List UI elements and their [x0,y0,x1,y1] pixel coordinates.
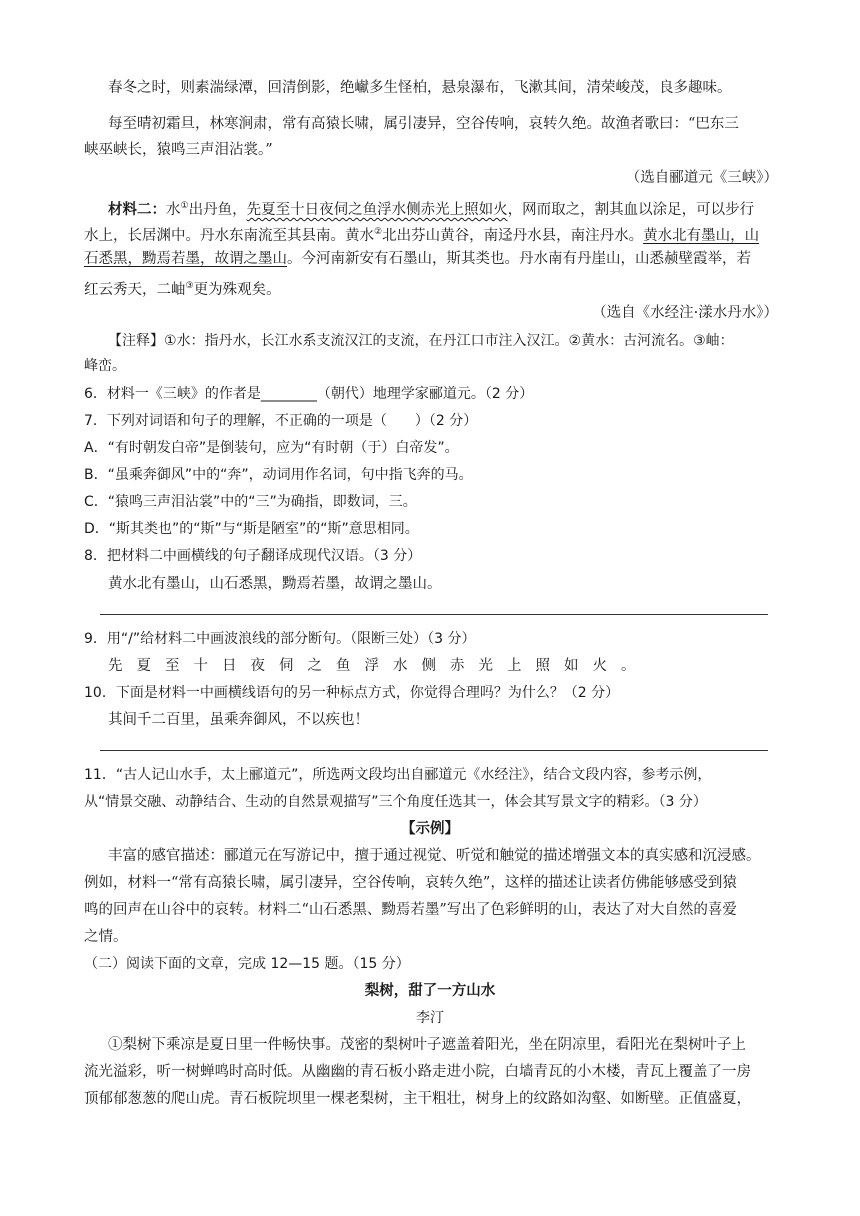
annotation-line-1: 【注释】①水：指丹水，长江水系支流汉江的支流，在丹江口市注入汉江。②黄水：古河流名。③岫： [108,333,734,349]
question-9-stem: 9．用“/”给材料二中画波浪线的部分断句。（限断三处）（3 分） [84,631,476,647]
answer-line-q8 [100,614,768,615]
material1-source: （选自郦道元《三峡》） [625,170,778,186]
material1-autumn-line-1: 每至晴初霜旦，林寒涧肃，常有高猿长啸，属引凄异，空谷传响，哀转久绝。故渔者歌曰：“巴东三 [108,116,739,132]
article-paragraph-1-line-1: ①梨树下乘凉是夏日里一件畅快事。茂密的梨树叶子遮盖着阳光，坐在阴凉里，看阳光在梨树叶子上 [108,1037,746,1053]
question-7-stem: 7．下列对词语和句子的理解，不正确的一项是（ ）（2 分） [84,413,478,429]
material2-label: 材料二： [108,201,166,218]
material2-line-4 [84,276,281,300]
question-8-sentence: 黄水北有墨山，山石悉黑，黝焉若墨，故谓之墨山。 [108,576,442,592]
footnote-mark-2: ② [374,227,383,237]
material2-text: ，网而取之，割其血以涂足，可以步行 [507,201,755,218]
material1-autumn-line-2: 峡巫峡长，猿鸣三声泪沾裳。” [84,142,273,158]
question-7-option-d: D．“斯其类也”的“斯”与“斯是陋室”的“斯”意思相同。 [84,521,419,537]
example-line-4: 之情。 [84,929,128,945]
question-10-stem: 10．下面是材料一中画横线语句的另一种标点方式，你觉得合理吗？为什么？（2 分） [84,685,620,701]
example-heading: 【示例】 [401,821,459,837]
article-author: 李汀 [416,1010,444,1026]
question-6: 6．材料一《三峡》的作者是________（朝代）地理学家郦道元。（2 分） [84,386,534,402]
material1-winter-paragraph: 春冬之时，则素湍绿潭，回清倒影，绝𪩘多生怪柏，悬泉瀑布，飞漱其间，清荣峻茂，良多趣味。 [108,80,732,96]
material2-text: 北出芬山黄谷，南迳丹水县，南注丹水。 [382,227,644,244]
material2-text: 水上，长居渊中。丹水东南流至其县南。黄水 [84,227,374,244]
article-title: 梨树，甜了一方山水 [364,983,496,999]
question-7-option-a: A．“有时朝发白帝”是倒装句，应为“有时朝（于）白帝发”。 [84,440,459,456]
article-paragraph-1-line-3: 顶郁郁葱葱的爬山虎。青石板院坝里一棵老梨树，主干粗壮，树身上的纹路如沟壑、如断壁。正值盛夏， [84,1091,751,1107]
material2-text: 更为殊观矣。 [193,281,281,298]
material2-text: 出丹鱼， [188,201,247,218]
underlined-sentence-part-2: 石悉黑，黝焉若墨，故谓之墨山 [84,251,287,267]
annotation-line-2: 峰峦。 [84,358,126,374]
underlined-sentence-part-1: 黄水北有墨山，山 [643,227,760,244]
question-7-option-c: C．“猿鸣三声泪沾裳”中的“三”为确指，即数词，三。 [84,494,417,510]
question-9-sentence: 先夏至十日夜伺之鱼浮水侧赤光上照如火。 [108,658,650,674]
question-11-line-1: 11．“古人记山水手，太上郦道元”，所选两文段均出自郦道元《水经注》，结合文段内容，参考示例， [84,767,712,783]
wavy-underlined-sentence: 先夏至十日夜伺之鱼浮水侧赤光上照如火 [246,201,508,218]
footnote-mark-1: ① [180,201,189,211]
example-line-2: 例如，材料一“常有高猿长啸，属引凄异，空谷传响，哀转久绝”，这样的描述让读者仿佛能够感受到猿 [84,875,737,891]
question-7-option-b: B．“虽乘奔御风”中的“奔”，动词用作名词，句中指飞奔的马。 [84,467,473,483]
material2-line-3 [84,249,751,269]
question-8-stem: 8．把材料二中画横线的句子翻译成现代汉语。（3 分） [84,548,422,564]
article-paragraph-1-line-2: 流光溢彩，听一树蝉鸣时高时低。从幽幽的青石板小路走进小院，白墙青瓦的小木楼，青瓦上覆盖了一房 [84,1064,751,1080]
material2-text: 。今河南新安有石墨山，斯其类也。丹水南有丹崖山，山悉赪壁霞举，若 [287,251,751,267]
answer-line-q10 [100,750,768,751]
material2-line-1 [108,196,754,220]
material2-text: 红云秀天，二岫 [84,281,186,298]
example-line-3: 鸣的回声在山谷中的哀转。材料二“山石悉黑、黝焉若墨”写出了色彩鲜明的山，表达了对大自然的喜爱 [84,902,737,918]
question-10-sentence: 其间千二百里，虽乘奔御风，不以疾也！ [108,712,369,728]
section-2-heading: （二）阅读下面的文章，完成 12—15 题。（15 分） [84,956,410,972]
footnote-mark-3: ③ [185,281,194,291]
question-11-line-2: 从“情景交融、动静结合、生动的自然景观描写”三个角度任选其一，体会其写景文字的精彩。（3 分） [84,794,707,810]
material2-line-2 [84,222,759,246]
material2-source: （选自《水经注·漾水丹水》） [592,305,778,321]
material2-text: 水 [166,201,181,218]
example-line-1: 丰富的感官描述：郦道元在写游记中，擅于通过视觉、听觉和触觉的描述增强文本的真实感和沉浸感。 [108,848,761,864]
